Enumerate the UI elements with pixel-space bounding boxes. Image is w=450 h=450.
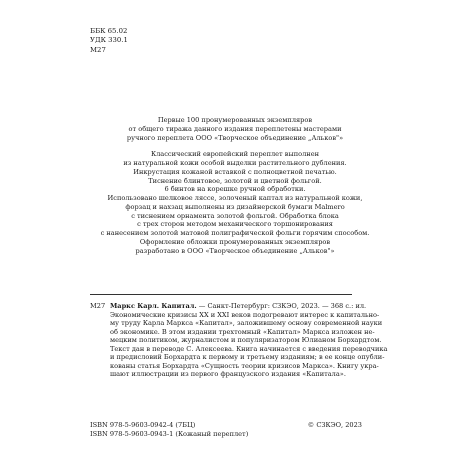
annotation-line: кованы статья Борхардта «Сущность теории кризисов Маркса». Книгу укра- <box>110 361 379 370</box>
bbk-code: ББК 65.02 <box>90 27 128 35</box>
classification-block <box>90 27 128 55</box>
annotation-line: му труду Карла Маркса «Капитал», заложившему основу современной науки <box>110 319 383 328</box>
binding-note-line: Классический европейский переплет выполнен <box>150 150 319 159</box>
annotation-line: мецким политиком, журналистом и популяризатором Юлианом Борхардтом. <box>110 336 382 345</box>
isbn-line: ISBN 978-5-9603-0943-1 (Кожаный переплет) <box>90 429 249 438</box>
edition-note <box>100 116 370 255</box>
binding-note-line: с нанесением золотой матовой полиграфической фольги горячим способом. <box>100 229 370 237</box>
binding-note-line: разработано в ООО «Творческое объединение „Альков"» <box>135 246 335 255</box>
edition-note-line: Первые 100 пронумерованных экземпляров <box>157 116 313 124</box>
annotation-line: Экономические кризисы XX и XXI веков подогревают интерес к капитально- <box>110 310 380 319</box>
divider-rule <box>90 294 352 295</box>
record-imprint: — Санкт-Петербург: СЗКЭО, 2023. — 368 с.: ил. <box>196 302 367 310</box>
isbn-line: ISBN 978-5-9603-0942-4 (7БЦ) <box>90 421 196 429</box>
edition-note-line: ручного переплета ООО «Творческое объединение „Альков"» <box>126 133 344 142</box>
annotation-line: и предисловий Борхардта к первому и третьему изданиям; в ее конце опубли- <box>110 353 385 362</box>
binding-note-line: Использовано шелковое ляссе, золоченый каптал из натуральной кожи, <box>107 194 363 202</box>
record-body <box>110 302 388 379</box>
binding-note-line: Инкрустация кожаной вставкой с полноцветной печатью. <box>133 167 337 176</box>
binding-note-line: форзац и нахзац выполнены из дизайнерской бумаги Malmero <box>125 202 345 211</box>
udk-code: УДК 330.1 <box>90 36 128 45</box>
record-author-title: Маркс Карл. Капитал. <box>110 302 197 310</box>
binding-note-line: 6 бинтов на корешке ручной обработки. <box>164 185 306 194</box>
binding-note-line: Тиснение блинтовое, золотой и цветной фольгой. <box>148 176 322 185</box>
isbn-block <box>90 421 248 439</box>
annotation-line: Текст дан в переводе С. Алексеева. Книга начинается с введения переводчика <box>110 344 388 353</box>
annotation-line: об экономике. В этом издании трехтомный «Капитал» Маркса изложен не- <box>110 327 375 336</box>
record-heading <box>110 302 366 311</box>
binding-note-line: Оформление обложки пронумерованных экземпляров <box>139 237 331 246</box>
binding-note-line: из натуральной кожи особой выделки растительного дубления. <box>123 159 347 167</box>
copyright-notice: © СЗКЭО, 2023 <box>307 421 362 429</box>
binding-note-line: с тиснением орнамента золотой фольгой. Обработка блока <box>131 211 339 220</box>
binding-note-line: с трех сторон методом механического торшонирования <box>137 220 333 229</box>
author-mark: М27 <box>90 45 106 54</box>
annotation-line: шают иллюстрации из первого французского издания «Капитала». <box>110 370 346 379</box>
record-code: М27 <box>90 302 106 310</box>
edition-note-line: от общего тиража данного издания переплетены мастерами <box>128 124 342 133</box>
